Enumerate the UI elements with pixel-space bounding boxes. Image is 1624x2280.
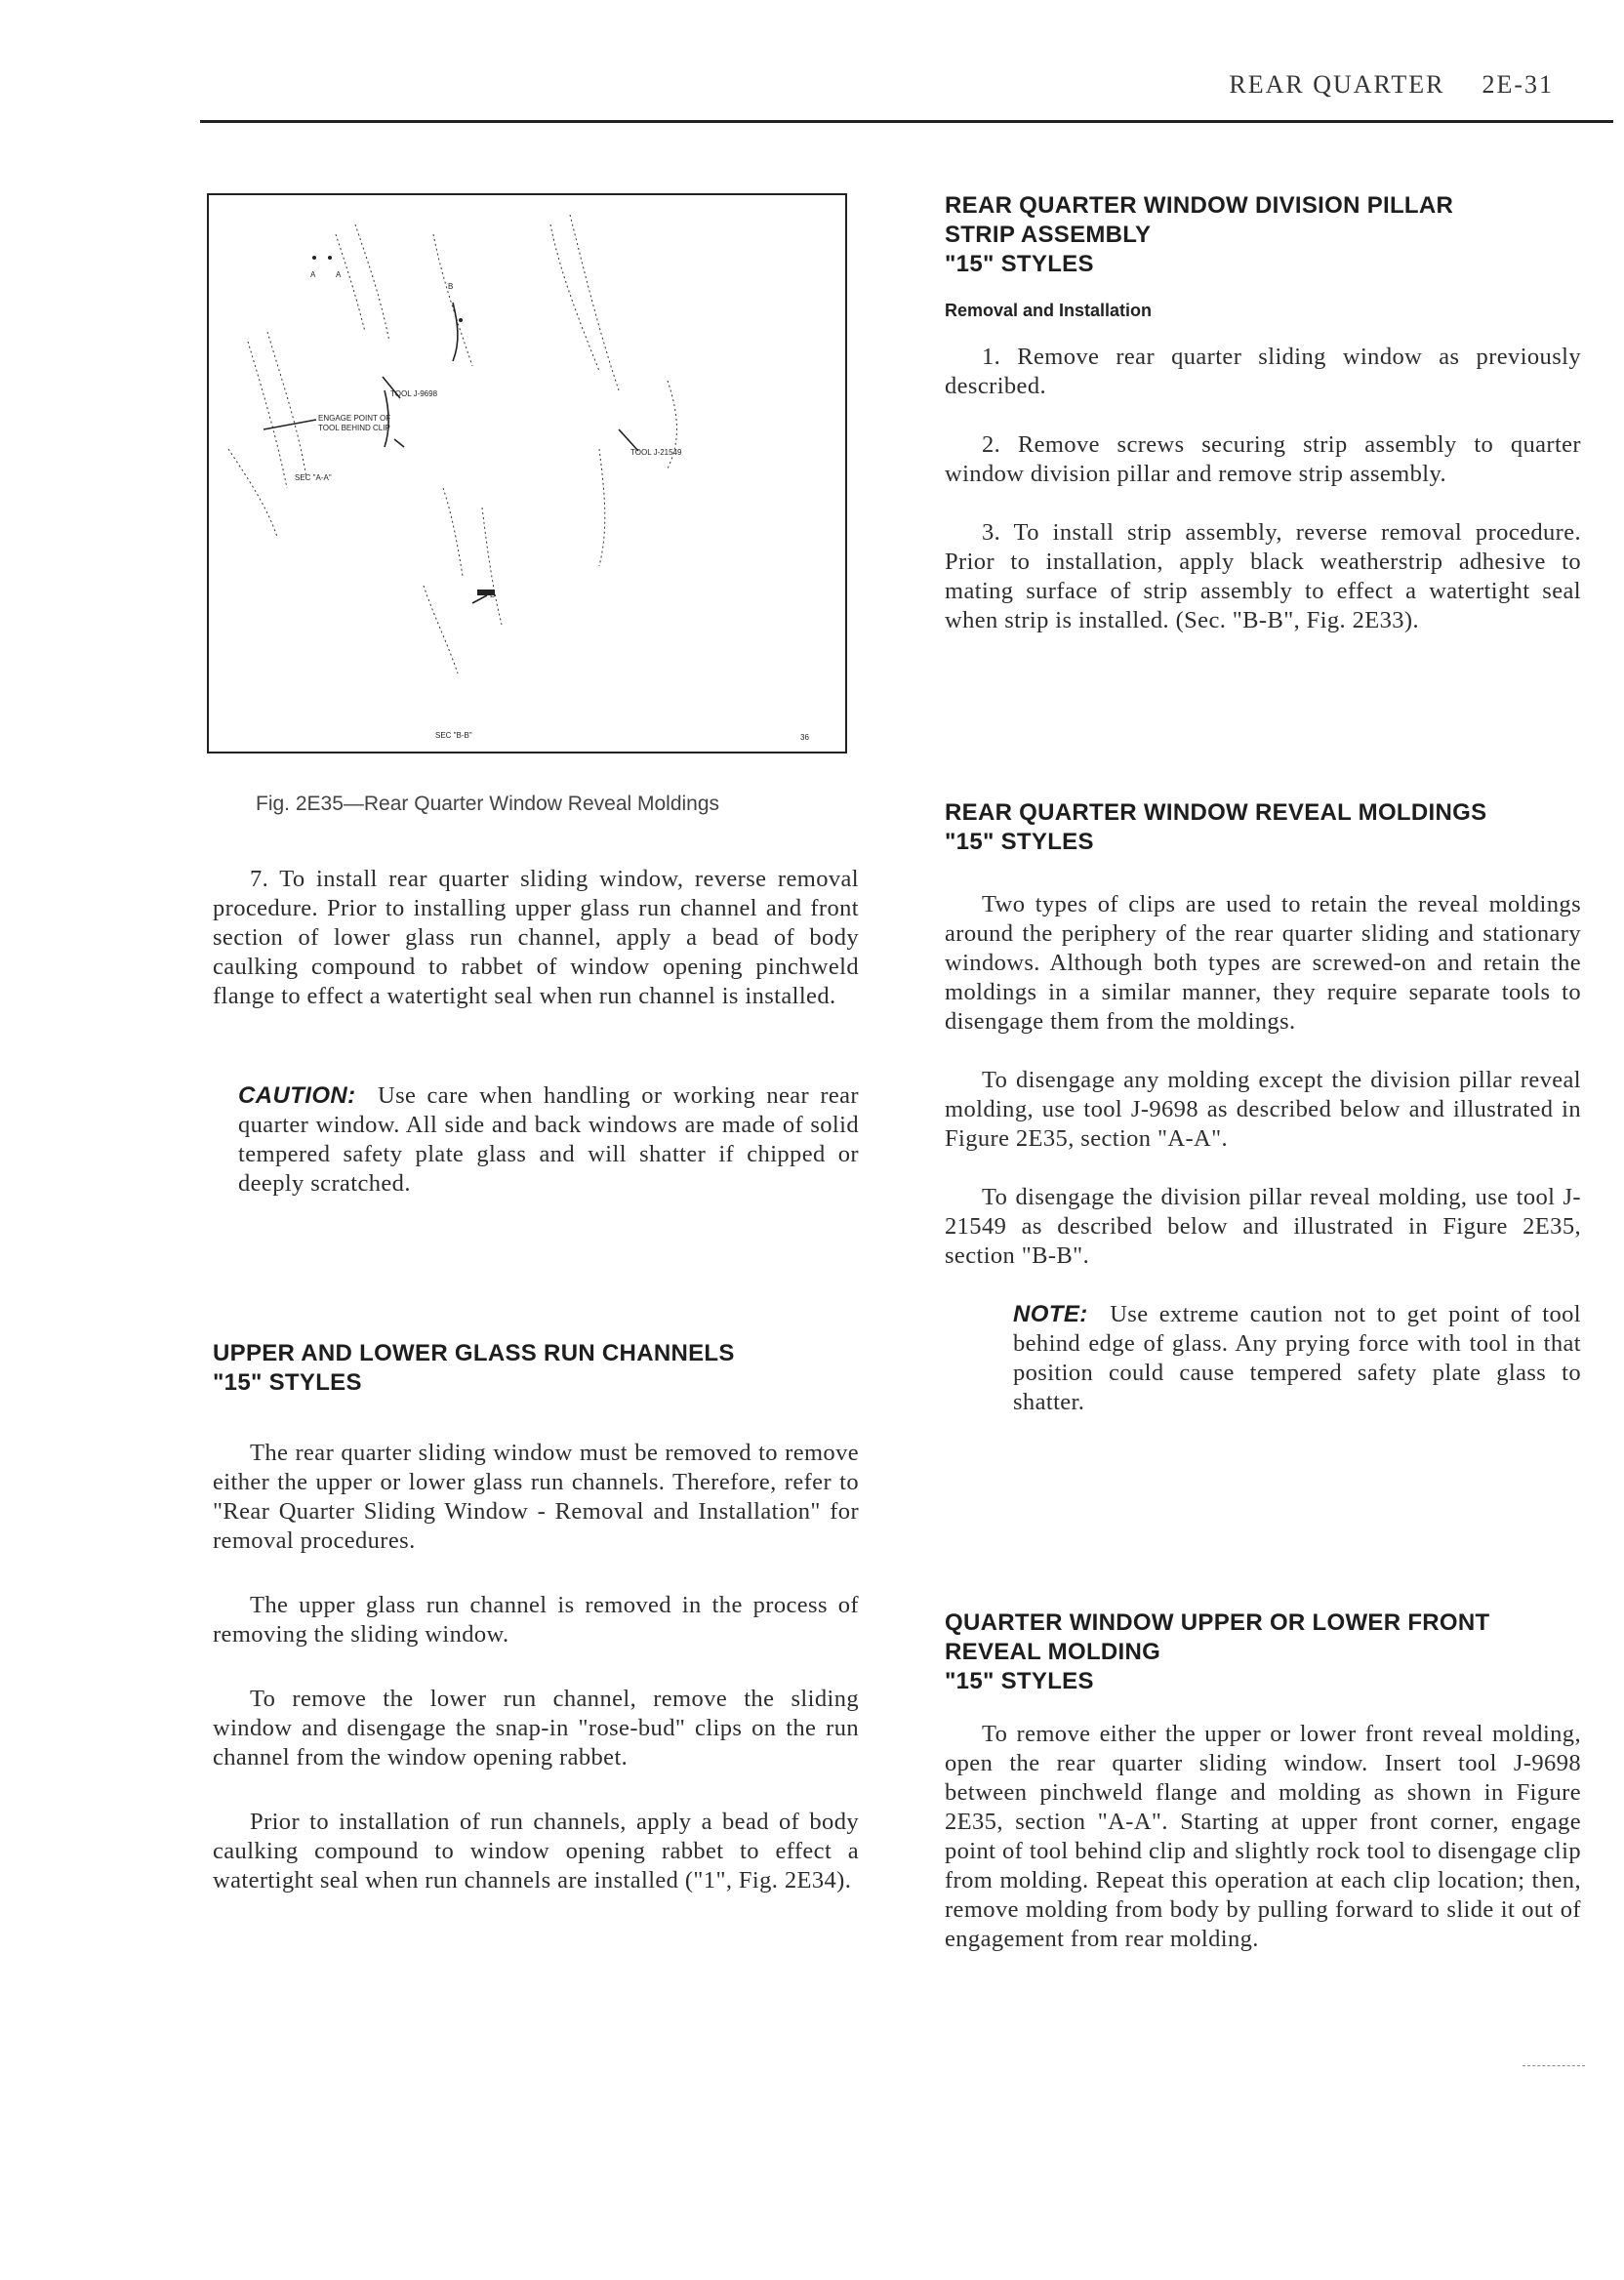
page-header — [1229, 70, 1554, 100]
note-label: NOTE: — [1013, 1301, 1088, 1327]
pillar-step-1: 1. Remove rear quarter sliding window as previously described. — [945, 344, 1581, 399]
front-heading-line3: "15" STYLES — [945, 1668, 1094, 1694]
callout-sec-aa: SEC "A-A" — [295, 473, 332, 482]
page-number: 2E-31 — [1482, 70, 1554, 99]
glass-run-para-4: Prior to installation of run channels, apply a bead of body caulking compound to window opening rabbet to effect a watertight seal when run channels are installed ("1", Fig. 2E34). — [213, 1809, 859, 1893]
reveal-para-3: To disengage the division pillar reveal molding, use tool J-21549 as described below and illustrated in Figure 2E35, section "B-B". — [945, 1184, 1581, 1269]
reveal-para-2: To disengage any molding except the division pillar reveal molding, use tool J-9698 as described below and illustrated in Figure 2E35, section "A-A". — [945, 1067, 1581, 1152]
glass-run-heading-line1: UPPER AND LOWER GLASS RUN CHANNELS — [213, 1340, 735, 1366]
caution-paragraph — [238, 1081, 859, 1199]
left-column-upper — [213, 865, 859, 1011]
caution-block — [213, 1081, 859, 1199]
section-title: REAR QUARTER — [1229, 70, 1445, 99]
front-heading-line1: QUARTER WINDOW UPPER OR LOWER FRONT — [945, 1609, 1490, 1636]
figure-caption: Fig. 2E35—Rear Quarter Window Reveal Moldings — [256, 793, 720, 815]
reveal-heading-line1: REAR QUARTER WINDOW REVEAL MOLDINGS — [945, 799, 1487, 826]
pillar-strip-section — [945, 191, 1581, 635]
pillar-step-2: 2. Remove screws securing strip assembly to quarter window division pillar and remove strip assembly. — [945, 431, 1581, 487]
note-block — [945, 1300, 1581, 1417]
front-heading-line2: REVEAL MOLDING — [945, 1639, 1161, 1665]
pillar-heading-line3: "15" STYLES — [945, 251, 1094, 277]
corner-mark — [1522, 2065, 1585, 2067]
caution-label: CAUTION: — [238, 1082, 356, 1109]
glass-run-section — [213, 1339, 859, 1398]
pillar-step-3: 3. To install strip assembly, reverse removal procedure. Prior to installation, apply black weatherstrip adhesive to mating surface of strip assembly to effect a watertight seal when strip is installed. (Sec. "B-B", Fig. 2E33). — [945, 519, 1581, 633]
pillar-heading-line1: REAR QUARTER WINDOW DIVISION PILLAR — [945, 192, 1454, 219]
glass-run-body — [213, 1439, 859, 1895]
removal-subheading: Removal and Installation — [945, 301, 1153, 320]
callout-tool-j21549: TOOL J-21549 — [630, 448, 682, 457]
callout-sec-bb: SEC "B-B" — [435, 731, 472, 740]
front-molding-section — [945, 1608, 1581, 1954]
figure-ref-id: 36 — [800, 733, 809, 742]
figure-illustration — [207, 193, 847, 753]
glass-run-para-3: To remove the lower run channel, remove the sliding window and disengage the snap-in "rose-bud" clips on the run channel from the window opening rabbet. — [213, 1686, 859, 1771]
callout-letter-b1: B — [448, 282, 454, 291]
reveal-heading-line2: "15" STYLES — [945, 829, 1094, 855]
callout-engage-point: ENGAGE POINT OF — [318, 414, 391, 423]
glass-run-heading-line2: "15" STYLES — [213, 1369, 362, 1396]
pillar-heading-line2: STRIP ASSEMBLY — [945, 222, 1152, 248]
glass-run-para-1: The rear quarter sliding window must be removed to remove either the upper or lower glass run channels. Therefore, refer to "Rear Quarter Sliding Window - Removal and Installation" for removal procedures. — [213, 1440, 859, 1554]
note-text: Use extreme caution not to get point of tool behind edge of glass. Any prying force with tool in that position could cause tempered safety plate glass to shatter. — [1013, 1301, 1581, 1415]
glass-run-para-2: The upper glass run channel is removed in the process of removing the sliding window. — [213, 1592, 859, 1648]
note-paragraph — [1013, 1300, 1581, 1417]
callout-tool-j9698: TOOL J-9698 — [390, 389, 438, 398]
install-step-7: 7. To install rear quarter sliding window, reverse removal procedure. Prior to installing upper glass run channel and front section of lower glass run channel, apply a bead of body caulking compound to rabbet of window opening pinchweld flange to effect a watertight seal when run channel is installed. — [213, 866, 859, 1009]
callout-letter-a1: A — [310, 270, 316, 279]
front-molding-para: To remove either the upper or lower front reveal molding, open the rear quarter sliding window. Insert tool J-9698 between pinchweld flange and molding as shown in Figure 2E35, section "A-A". Starting at upper front corner, engage point of tool behind clip and slightly rock tool to disengage clip from molding. Repeat this operation at each clip location; then, remove molding from body by pulling forward to slide it out of engagement from rear molding. — [945, 1721, 1581, 1952]
callout-letter-b2: B — [490, 590, 496, 599]
reveal-para-1: Two types of clips are used to retain the reveal moldings around the periphery of the rear quarter sliding and stationary windows. Although both types are screwed-on and retain the moldings in a similar manner, they require separate tools to disengage them from the moldings. — [945, 891, 1581, 1035]
callout-letter-a2: A — [336, 270, 342, 279]
callout-tool-behind-clip: TOOL BEHIND CLIP — [318, 424, 390, 432]
caution-text: Use care when handling or working near rear quarter window. All side and back windows are made of solid tempered safety plate glass and will shatter if chipped or deeply scratched. — [238, 1082, 859, 1197]
header-rule — [200, 120, 1613, 123]
reveal-moldings-section — [945, 798, 1581, 1417]
figure-drawing — [209, 195, 845, 752]
